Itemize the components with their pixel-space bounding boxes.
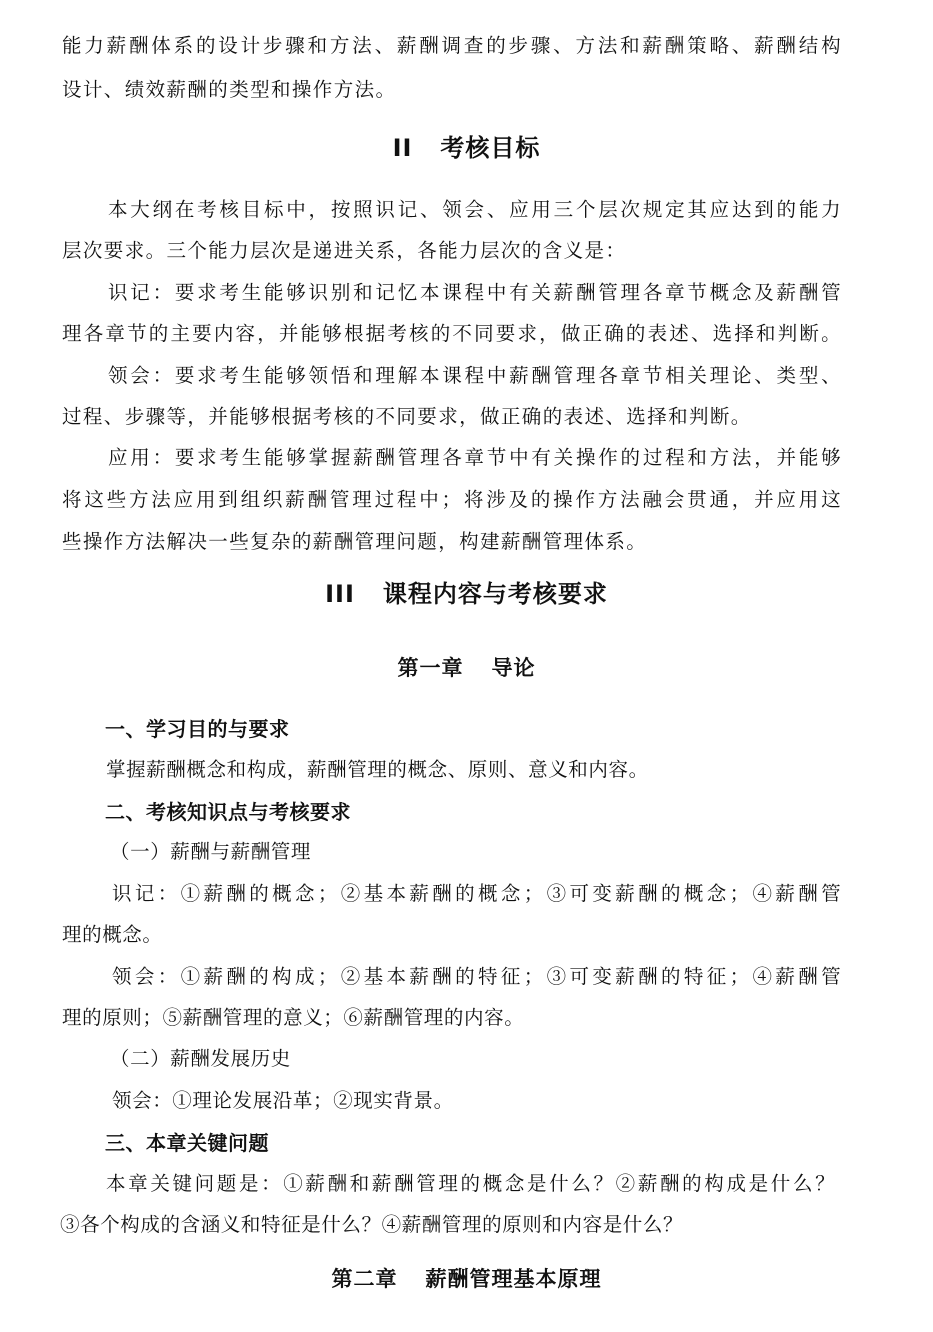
section-number: II xyxy=(392,134,413,162)
paragraph-line: 将这些方法应用到组织薪酬管理过程中；将涉及的操作方法融会贯通，并应用这 xyxy=(62,488,842,511)
paragraph-line: 过程、步骤等，并能够根据考核的不同要求，做正确的表述、选择和判断。 xyxy=(62,405,752,428)
chapter-2-title: 第二章 薪酬管理基本原理 xyxy=(331,1267,602,1291)
chapter-1-goal-text: 掌握薪酬概念和构成，薪酬管理的概念、原则、意义和内容。 xyxy=(106,760,649,781)
intro-line-2: 设计、绩效薪酬的类型和操作方法。 xyxy=(62,78,397,101)
paragraph-line: 领会：①理论发展沿革；②现实背景。 xyxy=(112,1091,454,1112)
section-heading-3 xyxy=(0,578,933,610)
subsection-title: （二）薪酬发展历史 xyxy=(110,1049,291,1070)
paragraph-line: 领会：要求考生能够领悟和理解本课程中薪酬管理各章节相关理论、类型、 xyxy=(108,364,842,387)
paragraph-line: ③各个构成的含涵义和特征是什么？④薪酬管理的原则和内容是什么？ xyxy=(60,1215,684,1236)
section-heading-2 xyxy=(0,132,933,164)
intro-line-1: 能力薪酬体系的设计步骤和方法、薪酬调查的步骤、方法和薪酬策略、薪酬结构 xyxy=(62,34,842,57)
chapter-1-goal-heading: 一、学习目的与要求 xyxy=(105,717,290,741)
paragraph-line: 应用：要求考生能够掌握薪酬管理各章节中有关操作的过程和方法，并能够 xyxy=(108,446,842,469)
paragraph-line: 领会：①薪酬的构成；②基本薪酬的特征；③可变薪酬的特征；④薪酬管 xyxy=(112,967,842,988)
paragraph-line: 理的概念。 xyxy=(62,925,163,946)
paragraph-line: 理各章节的主要内容，并能够根据考核的不同要求，做正确的表述、选择和判断。 xyxy=(62,322,842,345)
paragraph-line: 本大纲在考核目标中，按照识记、领会、应用三个层次规定其应达到的能力 xyxy=(108,198,842,221)
section-title: 课程内容与考核要求 xyxy=(382,580,608,608)
subsection-title: （一）薪酬与薪酬管理 xyxy=(110,842,312,863)
paragraph-line: 层次要求。三个能力层次是递进关系，各能力层次的含义是： xyxy=(62,239,627,262)
chapter-1-key-heading: 三、本章关键问题 xyxy=(105,1131,269,1155)
section-title: 考核目标 xyxy=(440,134,541,162)
paragraph-line: 理的原则；⑤薪酬管理的意义；⑥薪酬管理的内容。 xyxy=(62,1008,525,1029)
paragraph-line: 识记：要求考生能够识别和记忆本课程中有关薪酬管理各章节概念及薪酬管 xyxy=(108,281,842,304)
paragraph-line: 本章关键问题是：①薪酬和薪酬管理的概念是什么？②薪酬的构成是什么？ xyxy=(106,1174,836,1195)
chapter-1-points-heading: 二、考核知识点与考核要求 xyxy=(105,800,351,824)
section-number: III xyxy=(325,580,355,608)
chapter-1-title: 第一章 导论 xyxy=(397,656,536,680)
paragraph-line: 识记：①薪酬的概念；②基本薪酬的概念；③可变薪酬的概念；④薪酬管 xyxy=(112,884,842,905)
paragraph-line: 些操作方法解决一些复杂的薪酬管理问题，构建薪酬管理体系。 xyxy=(62,530,648,553)
